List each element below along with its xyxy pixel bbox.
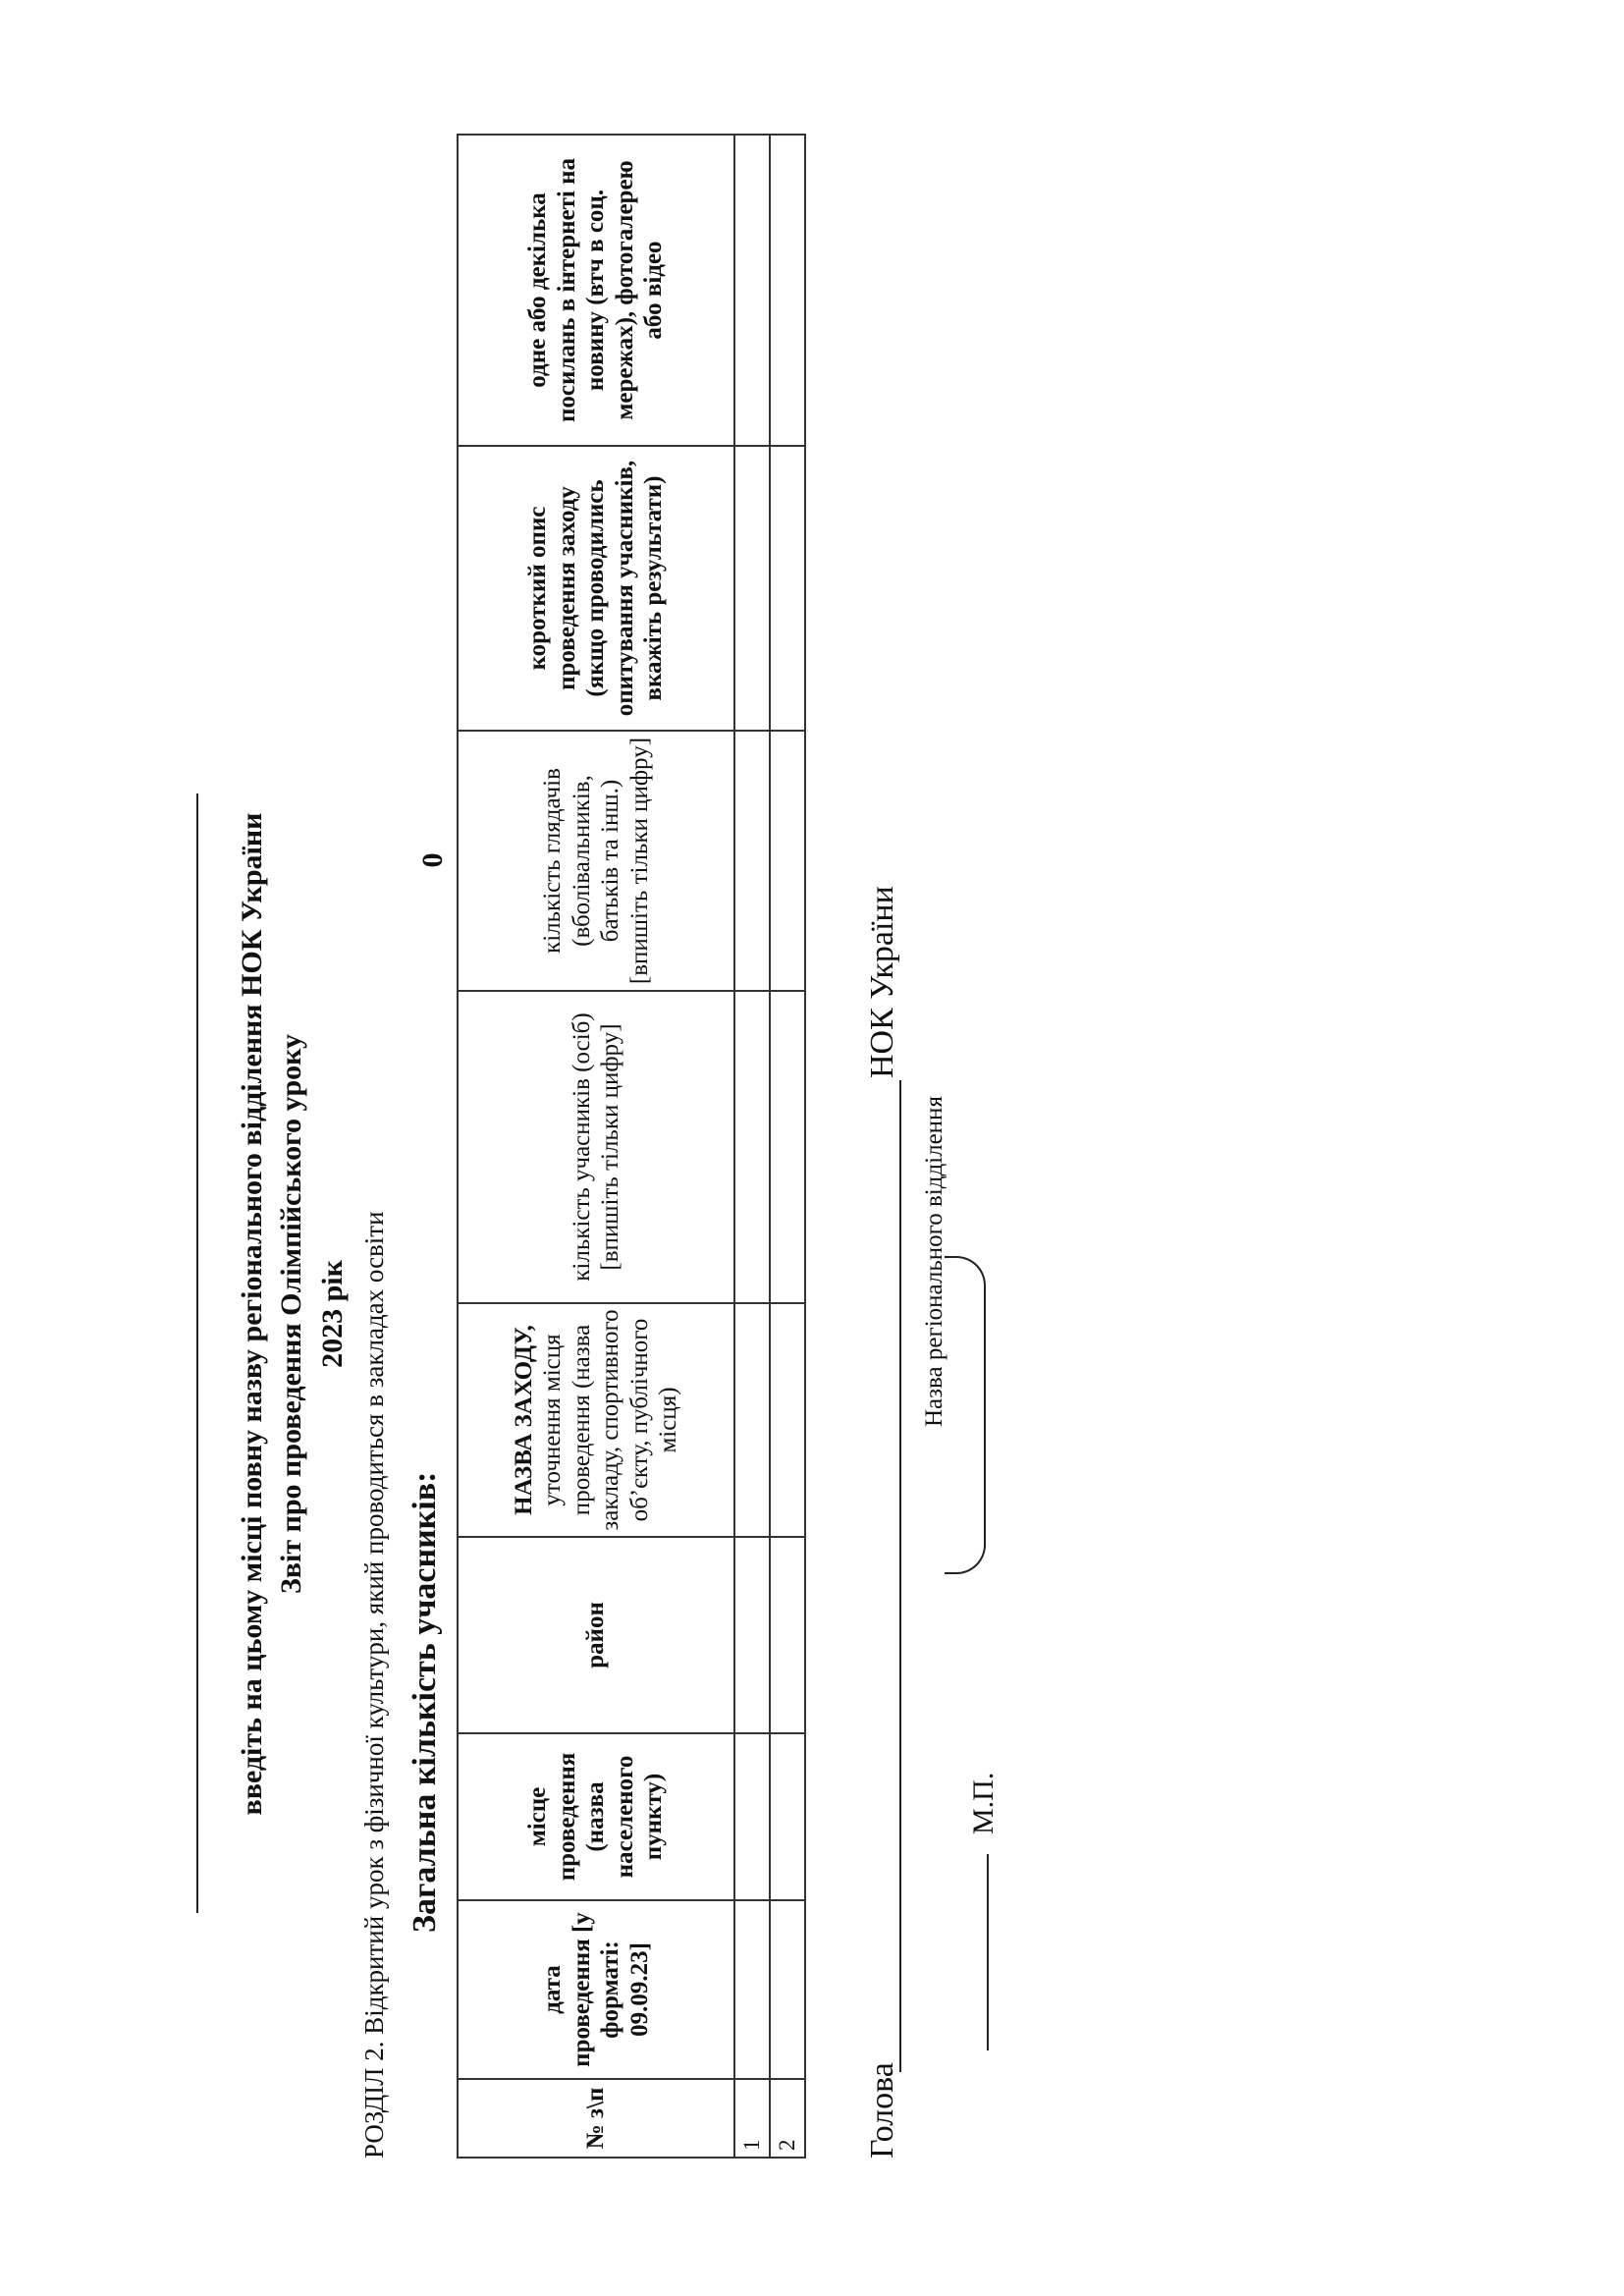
table-cell[interactable]: [770, 1900, 805, 2079]
total-participants-label: Загальна кількість учасників:: [406, 1471, 443, 1933]
signature-bracket: [945, 1256, 986, 1574]
col-header-event-title: НАЗВА ЗАХОДУ,: [510, 1325, 537, 1515]
col-header-links: одне або декілька посилань в інтернеті на новину (втч в соц. мережах), фотогалерею або відео: [458, 135, 734, 446]
stamp-label: М.П.: [967, 1772, 1000, 1834]
table-cell[interactable]: [770, 135, 805, 446]
table-row: [770, 135, 805, 2158]
table-cell[interactable]: [734, 1303, 770, 1537]
table-cell[interactable]: [770, 731, 805, 991]
org-suffix: НОК України: [864, 886, 900, 1078]
col-header-number: № з\п: [458, 2079, 734, 2158]
report-table: [457, 134, 806, 2159]
col-header-event-details: уточнення місця проведення (назва закладу, спортивного об’єкту, публічного місця): [539, 1309, 681, 1531]
table-cell[interactable]: [734, 1900, 770, 2079]
col-header-participants: кількість учасників (осіб) [впишіть тільки цифру]: [458, 991, 734, 1303]
table-cell[interactable]: [734, 991, 770, 1303]
report-year: 2023 рік: [316, 1260, 349, 1368]
col-header-district: район: [458, 1537, 734, 1733]
col-header-locality: місце проведення (назва населеного пункту): [458, 1733, 734, 1900]
table-header-row: [458, 135, 734, 2158]
table-cell[interactable]: [734, 1733, 770, 1900]
table-cell[interactable]: [770, 991, 805, 1303]
col-header-event: [458, 1303, 734, 1537]
signature-line: [899, 1080, 901, 2072]
head-label: Голова: [864, 2062, 900, 2159]
table-cell[interactable]: [770, 1537, 805, 1733]
col-header-date: дата проведення [у форматі: 09.09.23]: [458, 1900, 734, 2079]
branch-name-caption: Назва регіонального відділення: [921, 1096, 947, 1427]
region-instruction: введіть на цьому місці повну назву регіонального відділення НОК України: [236, 812, 268, 1816]
report-title: Звіт про проведення Олімпійського уроку: [275, 1033, 307, 1595]
col-header-description: короткий опис проведення заходу (якщо проводились опитування учасників, вкажіть результати): [458, 446, 734, 731]
table-cell[interactable]: [734, 446, 770, 731]
table-row: [734, 135, 770, 2158]
table-cell[interactable]: [734, 731, 770, 991]
row-number: 2: [770, 2079, 805, 2158]
section-title: РОЗДІЛ 2. Відкритий урок з фізичної культури, який проводиться в закладах освіти: [359, 1211, 389, 2159]
col-header-spectators: кількість глядачів (вболівальників, батьків та інш.) [впишіть тільки цифру]: [458, 731, 734, 991]
table-cell[interactable]: [734, 1537, 770, 1733]
table-cell[interactable]: [770, 1733, 805, 1900]
region-name-line: [196, 793, 198, 1913]
stamp-line: [987, 1854, 989, 2050]
table-cell[interactable]: [770, 446, 805, 731]
row-number: 1: [734, 2079, 770, 2158]
table-cell[interactable]: [770, 1303, 805, 1537]
total-participants-value: 0: [416, 852, 449, 868]
signature-row: [864, 886, 901, 2159]
table-cell[interactable]: [734, 135, 770, 446]
